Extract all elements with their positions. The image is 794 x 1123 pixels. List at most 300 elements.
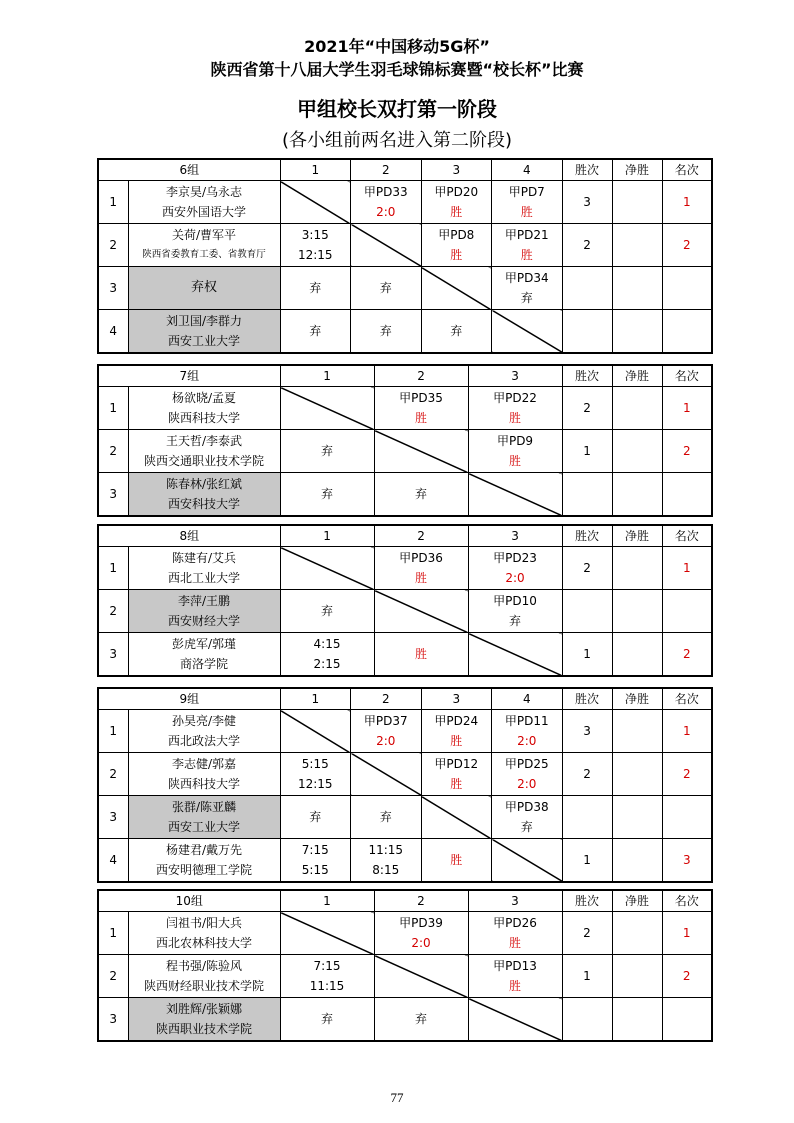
column-header-wins: 胜次 (562, 890, 612, 912)
team-cell (128, 267, 280, 310)
row-number: 2 (98, 955, 128, 998)
match-cell (351, 839, 422, 882)
team-cell (128, 796, 280, 839)
net-cell (612, 839, 662, 882)
match-cell (351, 267, 422, 310)
match-cell (374, 387, 468, 430)
column-header: 4 (492, 159, 563, 181)
team-players: 陈建有/艾兵 (171, 551, 237, 565)
page-title: 甲组校长双打第一阶段 (297, 97, 497, 121)
rank-cell: 1 (662, 387, 712, 430)
match-result: 胜 (509, 454, 522, 468)
table-row (98, 310, 712, 353)
match-result: 弃 (415, 486, 428, 501)
column-header: 2 (374, 525, 468, 547)
match-code: 11:15 (368, 842, 404, 857)
team-cell (128, 224, 280, 267)
match-result: 胜 (509, 411, 522, 425)
table-row (98, 430, 712, 473)
team-cell (128, 710, 280, 753)
wins-cell (562, 473, 612, 516)
row-number: 1 (98, 387, 128, 430)
group-3 (97, 524, 711, 677)
rank-cell: 2 (662, 753, 712, 796)
match-result: 2:0 (517, 734, 537, 748)
self-match-cell (421, 796, 492, 839)
team-school: 陕西职业技术学院 (155, 1021, 252, 1036)
column-header-rank: 名次 (662, 688, 712, 710)
team-school: 西安明德理工学院 (156, 862, 253, 877)
group-header-row (98, 688, 712, 710)
table-row (98, 998, 712, 1041)
team-players: 李志健/郭嘉 (171, 757, 237, 771)
table-row (98, 547, 712, 590)
rank-cell: 2 (662, 633, 712, 676)
team-school: 西北农林科技大学 (155, 936, 252, 950)
group-name: 7组 (98, 365, 280, 387)
team-cell (128, 387, 280, 430)
wins-cell (562, 590, 612, 633)
self-match-cell (280, 912, 374, 955)
match-cell (280, 998, 374, 1041)
rank-cell (662, 796, 712, 839)
team-school: 西安科技大学 (168, 496, 241, 511)
rank-cell (662, 473, 712, 516)
match-cell (421, 310, 492, 353)
wins-cell (562, 998, 612, 1041)
match-cell (468, 387, 562, 430)
group-name: 9组 (98, 688, 280, 710)
team-players: 杨欲晓/孟夏 (171, 391, 237, 405)
group-table (97, 687, 713, 883)
wins-cell: 1 (562, 955, 612, 998)
match-cell (492, 181, 563, 224)
team-cell (128, 955, 280, 998)
group-table (97, 889, 713, 1042)
column-header: 1 (280, 159, 351, 181)
team-cell (128, 430, 280, 473)
match-cell (374, 912, 468, 955)
self-match-cell (492, 839, 563, 882)
match-cell (280, 590, 374, 633)
self-match-cell (492, 310, 563, 353)
match-code: 甲PD25 (504, 757, 549, 771)
team-cell (128, 547, 280, 590)
match-cell (468, 590, 562, 633)
team-players: 杨建君/戴万先 (165, 842, 243, 857)
rank-cell: 2 (662, 430, 712, 473)
table-row (98, 912, 712, 955)
match-cell (280, 753, 351, 796)
match-code: 甲PD23 (493, 551, 537, 565)
match-code: 甲PD37 (363, 714, 408, 728)
column-header-net: 净胜 (612, 688, 662, 710)
match-result: 12:15 (297, 777, 333, 791)
match-result: 弃 (321, 486, 334, 501)
wins-cell: 1 (562, 430, 612, 473)
team-school: 陕西交通职业技术学院 (144, 454, 265, 468)
match-cell (468, 912, 562, 955)
table-row (98, 839, 712, 882)
rank-cell: 1 (662, 181, 712, 224)
match-result: 胜 (450, 248, 463, 262)
group-header-row (98, 365, 712, 387)
net-cell (612, 955, 662, 998)
self-match-cell (468, 998, 562, 1041)
match-result: 胜 (450, 205, 463, 219)
match-cell (421, 753, 492, 796)
group-table (97, 364, 713, 517)
column-header-wins: 胜次 (562, 159, 612, 181)
group-4 (97, 687, 711, 883)
match-cell (468, 430, 562, 473)
team-players: 弃权 (191, 280, 218, 295)
group-header-row (98, 890, 712, 912)
match-result: 2:0 (411, 936, 431, 950)
match-result: 2:0 (376, 734, 396, 748)
match-code: 甲PD38 (504, 800, 549, 814)
column-header: 1 (280, 890, 374, 912)
group-header-row (98, 159, 712, 181)
team-school: 西安工业大学 (168, 820, 241, 834)
rank-cell (662, 267, 712, 310)
match-result: 2:0 (505, 571, 525, 585)
net-cell (612, 310, 662, 353)
column-header: 2 (351, 688, 422, 710)
match-code: 甲PD24 (434, 714, 479, 728)
match-code: 5:15 (301, 757, 329, 771)
self-match-cell (421, 267, 492, 310)
match-cell (421, 181, 492, 224)
row-number: 1 (98, 912, 128, 955)
table-row (98, 590, 712, 633)
team-school: 陕西科技大学 (168, 411, 241, 425)
match-result: 弃 (309, 323, 322, 338)
wins-cell (562, 267, 612, 310)
self-match-cell (374, 430, 468, 473)
match-code: 甲PD39 (399, 916, 443, 930)
match-cell (280, 473, 374, 516)
team-school: 西安工业大学 (168, 333, 241, 348)
net-cell (612, 473, 662, 516)
team-players: 孙昊亮/李健 (171, 714, 237, 728)
match-result: 胜 (450, 734, 463, 748)
team-players: 彭虎军/郭瑾 (171, 636, 237, 651)
rank-cell: 1 (662, 710, 712, 753)
match-code: 7:15 (301, 842, 329, 857)
net-cell (612, 267, 662, 310)
net-cell (612, 796, 662, 839)
group-header-row (98, 525, 712, 547)
group-5 (97, 889, 711, 1042)
table-row (98, 224, 712, 267)
column-header: 3 (421, 159, 492, 181)
self-match-cell (374, 590, 468, 633)
match-cell (374, 473, 468, 516)
wins-cell: 1 (562, 839, 612, 882)
net-cell (612, 998, 662, 1041)
match-result: 胜 (415, 571, 428, 585)
row-number: 2 (98, 590, 128, 633)
team-school: 陕西科技大学 (168, 777, 241, 791)
column-header: 2 (374, 365, 468, 387)
wins-cell: 2 (562, 387, 612, 430)
group-name: 8组 (98, 525, 280, 547)
team-cell (128, 310, 280, 353)
team-school: 陕西省委教育工委、省教育厅 (142, 249, 266, 260)
self-match-cell (351, 753, 422, 796)
team-players: 闫祖书/阳大兵 (165, 916, 243, 930)
match-cell (374, 633, 468, 676)
match-result: 弃 (309, 810, 322, 824)
header-line1: 2021年“中国移动5G杯” (304, 37, 490, 56)
match-result: 5:15 (301, 862, 329, 877)
column-header-rank: 名次 (662, 159, 712, 181)
match-code: 甲PD35 (399, 391, 443, 405)
net-cell (612, 181, 662, 224)
rank-cell: 3 (662, 839, 712, 882)
match-result: 弃 (520, 291, 533, 305)
net-cell (612, 224, 662, 267)
match-result: 弃 (321, 604, 334, 618)
match-result: 12:15 (297, 248, 333, 262)
match-code: 甲PD7 (508, 185, 545, 199)
team-players: 陈春林/张红斌 (165, 476, 243, 491)
team-players: 王天哲/李泰武 (165, 434, 243, 448)
row-number: 2 (98, 430, 128, 473)
match-cell (280, 430, 374, 473)
self-match-cell (468, 473, 562, 516)
net-cell (612, 753, 662, 796)
column-header-rank: 名次 (662, 890, 712, 912)
match-code: 甲PD8 (438, 228, 475, 242)
match-result: 弃 (379, 281, 392, 295)
page-number: 77 (390, 1090, 404, 1105)
match-code: 甲PD9 (496, 434, 534, 448)
team-school: 西北工业大学 (168, 571, 241, 585)
match-result: 2:0 (517, 777, 537, 791)
team-cell (128, 473, 280, 516)
match-result: 弃 (379, 323, 392, 338)
row-number: 3 (98, 998, 128, 1041)
column-header: 1 (280, 688, 351, 710)
match-result: 胜 (520, 248, 533, 262)
column-header-net: 净胜 (612, 890, 662, 912)
column-header: 4 (492, 688, 563, 710)
match-cell (280, 310, 351, 353)
column-header: 1 (280, 525, 374, 547)
row-number: 1 (98, 710, 128, 753)
match-cell (421, 224, 492, 267)
match-cell (351, 310, 422, 353)
column-header-wins: 胜次 (562, 688, 612, 710)
header-line2: 陕西省第十八届大学生羽毛球锦标赛暨“校长杯”比赛 (210, 60, 584, 79)
column-header-wins: 胜次 (562, 525, 612, 547)
match-result: 弃 (379, 810, 392, 824)
rank-cell (662, 590, 712, 633)
team-school: 商洛学院 (180, 656, 229, 671)
wins-cell: 2 (562, 753, 612, 796)
match-code: 甲PD11 (504, 714, 549, 728)
wins-cell: 3 (562, 181, 612, 224)
match-result: 胜 (415, 646, 428, 661)
table-row (98, 633, 712, 676)
match-result: 弃 (414, 1011, 427, 1026)
match-result: 弃 (520, 820, 533, 834)
net-cell (612, 547, 662, 590)
match-cell (280, 839, 351, 882)
self-match-cell (468, 633, 562, 676)
match-code: 甲PD36 (399, 551, 443, 565)
team-cell (128, 181, 280, 224)
team-school: 陕西财经职业技术学院 (143, 979, 264, 993)
column-header-net: 净胜 (612, 365, 662, 387)
row-number: 3 (98, 633, 128, 676)
match-result: 弃 (509, 614, 522, 628)
rank-cell (662, 998, 712, 1041)
row-number: 1 (98, 547, 128, 590)
table-row (98, 796, 712, 839)
wins-cell: 2 (562, 912, 612, 955)
match-result: 2:15 (313, 656, 341, 671)
column-header: 3 (468, 525, 562, 547)
match-result: 11:15 (309, 979, 345, 993)
wins-cell (562, 796, 612, 839)
self-match-cell (280, 710, 351, 753)
match-cell (374, 998, 468, 1041)
wins-cell: 2 (562, 224, 612, 267)
row-number: 3 (98, 267, 128, 310)
table-row (98, 473, 712, 516)
net-cell (612, 590, 662, 633)
team-cell (128, 998, 280, 1041)
match-cell (492, 267, 563, 310)
wins-cell: 2 (562, 547, 612, 590)
match-cell (280, 633, 374, 676)
group-name: 6组 (98, 159, 280, 181)
table-row (98, 753, 712, 796)
group-table (97, 158, 713, 354)
match-cell (492, 753, 563, 796)
rank-cell (662, 310, 712, 353)
match-cell (421, 710, 492, 753)
match-result: 弃 (309, 281, 322, 295)
match-cell (492, 710, 563, 753)
match-cell (280, 267, 351, 310)
table-row (98, 181, 712, 224)
table-row (98, 267, 712, 310)
table-row (98, 710, 712, 753)
team-players: 刘卫国/李群力 (165, 313, 243, 328)
team-cell (128, 590, 280, 633)
team-cell (128, 753, 280, 796)
match-cell (280, 955, 374, 998)
column-header-rank: 名次 (662, 525, 712, 547)
row-number: 4 (98, 310, 128, 353)
match-result: 弃 (320, 1011, 333, 1026)
match-code: 甲PD22 (493, 391, 537, 405)
column-header-rank: 名次 (662, 365, 712, 387)
team-school: 西北政法大学 (168, 734, 241, 748)
group-table (97, 524, 713, 677)
match-result: 胜 (520, 205, 533, 219)
match-cell (351, 710, 422, 753)
group-1 (97, 158, 711, 354)
match-code: 甲PD13 (493, 959, 537, 973)
group-2 (97, 364, 711, 517)
net-cell (612, 387, 662, 430)
match-code: 3:15 (301, 228, 329, 242)
team-school: 西安财经大学 (168, 614, 241, 628)
match-code: 甲PD21 (504, 228, 549, 242)
match-code: 甲PD10 (493, 594, 537, 608)
self-match-cell (351, 224, 422, 267)
row-number: 3 (98, 473, 128, 516)
self-match-cell (280, 547, 374, 590)
match-cell (492, 796, 563, 839)
table-row (98, 387, 712, 430)
match-cell (351, 181, 422, 224)
match-result: 胜 (508, 936, 521, 950)
column-header-wins: 胜次 (562, 365, 612, 387)
team-players: 程书强/陈验风 (165, 959, 243, 973)
match-cell (280, 796, 351, 839)
group-name: 10组 (98, 890, 280, 912)
rank-cell: 1 (662, 547, 712, 590)
match-result: 胜 (415, 411, 428, 425)
column-header: 3 (421, 688, 492, 710)
match-code: 4:15 (313, 636, 341, 651)
team-cell (128, 633, 280, 676)
wins-cell (562, 310, 612, 353)
column-header: 2 (374, 890, 468, 912)
match-result: 胜 (450, 852, 463, 867)
match-cell (351, 796, 422, 839)
self-match-cell (280, 181, 351, 224)
self-match-cell (374, 955, 468, 998)
match-cell (374, 547, 468, 590)
match-cell (468, 955, 562, 998)
match-cell (280, 224, 351, 267)
team-players: 李京昊/乌永志 (165, 185, 243, 199)
net-cell (612, 710, 662, 753)
rank-cell: 2 (662, 224, 712, 267)
match-code: 甲PD12 (434, 757, 479, 771)
table-row (98, 955, 712, 998)
match-result: 胜 (508, 979, 521, 993)
row-number: 2 (98, 224, 128, 267)
team-players: 刘胜辉/张颖娜 (165, 1001, 243, 1016)
rank-cell: 2 (662, 955, 712, 998)
team-players: 张群/陈亚麟 (171, 800, 237, 814)
column-header: 3 (468, 890, 562, 912)
column-header: 3 (468, 365, 562, 387)
match-code: 甲PD33 (363, 185, 408, 199)
net-cell (612, 430, 662, 473)
column-header: 1 (280, 365, 374, 387)
row-number: 1 (98, 181, 128, 224)
match-code: 甲PD26 (493, 916, 537, 930)
team-players: 关荷/曹军平 (171, 228, 237, 242)
match-cell (468, 547, 562, 590)
match-result: 8:15 (372, 862, 400, 877)
match-result: 弃 (321, 444, 334, 458)
match-code: 甲PD20 (434, 185, 479, 199)
match-code: 7:15 (313, 959, 341, 973)
net-cell (612, 633, 662, 676)
page-subtitle: (各小组前两名进入第二阶段) (281, 130, 513, 151)
match-cell (492, 224, 563, 267)
